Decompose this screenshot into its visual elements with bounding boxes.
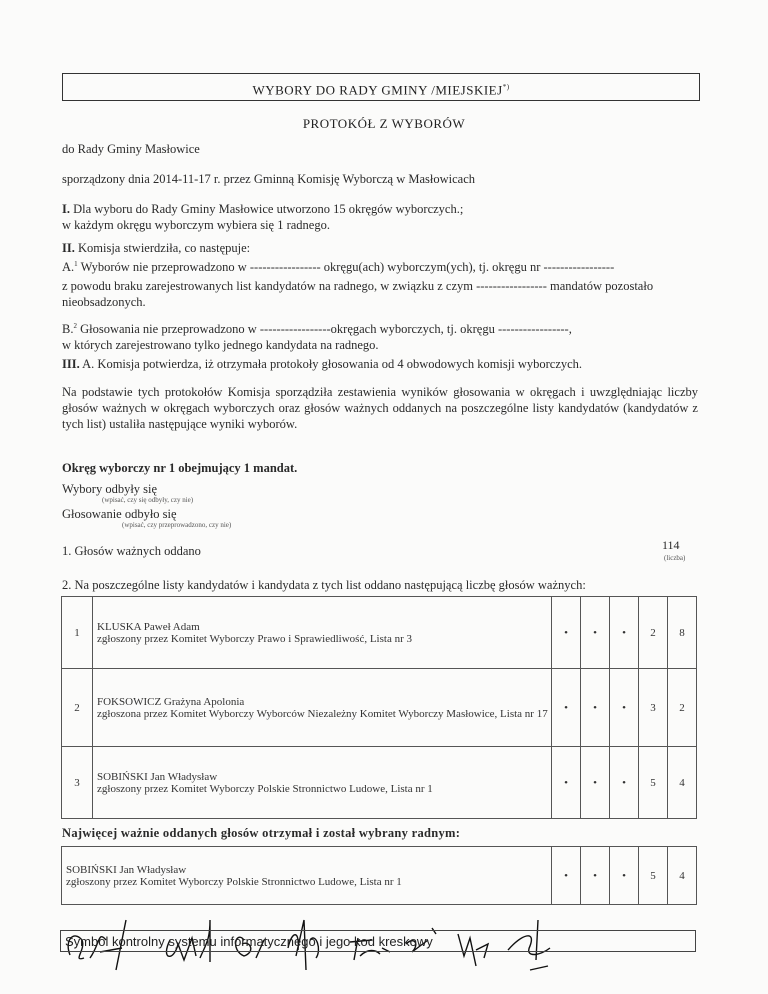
section-2b-sup: 2 <box>73 322 77 330</box>
digit-cell: 3 <box>639 669 668 747</box>
table-row <box>62 597 697 669</box>
protocol-subtitle: PROTOKÓŁ Z WYBORÓW <box>302 116 466 131</box>
section-2a-continued: z powodu braku zarejestrowanych list kandydatów na radnego, w związku z czym ----------------- mandatów pozostało nieobsadzonych. <box>62 279 654 309</box>
digit-cell: 4 <box>668 847 697 905</box>
candidate-name: KLUSKA Paweł Adam <box>97 620 200 633</box>
digit-cell: • <box>610 747 639 819</box>
digit-cell: • <box>552 597 581 669</box>
candidate-name: FOKSOWICZ Grażyna Apolonia <box>97 695 245 708</box>
control-code-box <box>60 930 696 952</box>
section-2-heading: Komisja stwierdziła, co następuje: <box>77 241 251 255</box>
valid-votes-label: 1. Głosów ważnych oddano <box>62 544 201 558</box>
valid-votes-hint: (liczba) <box>664 554 686 562</box>
winner-heading: Najwięcej ważnie oddanych głosów otrzymał i został wybrany radnym: <box>62 826 461 840</box>
addressee: do Rady Gminy Masłowice <box>62 142 200 156</box>
digit-cell: • <box>581 847 610 905</box>
digit-cell: 4 <box>668 747 697 819</box>
candidate-desc: zgłoszony przez Komitet Wyborczy Polskie Stronnictwo Ludowe, Lista nr 1 <box>97 782 433 795</box>
prepared-line: sporządzony dnia 2014-11-17 r. przez Gminną Komisję Wyborczą w Masłowicach <box>62 172 476 186</box>
valid-votes-value: 114 <box>662 538 680 552</box>
section-2b <box>62 318 702 353</box>
digit-cell: • <box>610 847 639 905</box>
section-3-text: A. Komisja potwierdza, iż otrzymała protokoły głosowania od 4 obwodowych komisji wyborczych. <box>82 357 583 371</box>
candidate-name: SOBIŃSKI Jan Władysław <box>97 770 218 783</box>
lists-label: 2. Na poszczególne listy kandydatów i kandydata z tych list oddano następującą liczbę głosów ważnych: <box>62 578 586 592</box>
title-footnote: *) <box>502 83 510 91</box>
section-3 <box>62 356 702 372</box>
candidate-info <box>93 747 552 819</box>
digit-cell: 5 <box>639 847 668 905</box>
digit-cell: 5 <box>639 747 668 819</box>
voting-hint: (wpisać, czy przeprowadzono, czy nie) <box>122 521 232 529</box>
section-2b-text2: w których zarejestrowano tylko jednego kandydata na radnego. <box>62 338 379 353</box>
candidate-number: 1 <box>62 597 93 669</box>
section-2a-text: Wyborów nie przeprowadzono w ----------------- okręgu(ach) wyborczym(ych), tj. okręgu nr ----------------- <box>80 260 615 275</box>
district-title: Okręg wyborczy nr 1 obejmujący 1 mandat. <box>62 461 298 475</box>
table-row <box>62 747 697 819</box>
digit-cell: • <box>581 747 610 819</box>
table-row <box>62 847 697 905</box>
digit-cell: • <box>581 669 610 747</box>
digit-cell: 8 <box>668 597 697 669</box>
digit-cell: • <box>552 747 581 819</box>
section-2b-label: B. <box>62 322 74 337</box>
section-2-label: II. <box>62 241 75 255</box>
winner-desc: zgłoszony przez Komitet Wyborczy Polskie Stronnictwo Ludowe, Lista nr 1 <box>66 875 402 888</box>
section-2b-text: Głosowania nie przeprowadzono w -----------------okręgach wyborczych, tj. okręgu -----------------, <box>80 322 572 337</box>
candidate-number: 2 <box>62 669 93 747</box>
digit-cell: • <box>552 669 581 747</box>
digit-cell: 2 <box>668 669 697 747</box>
section-3-label: III. <box>62 357 80 371</box>
candidate-info <box>93 597 552 669</box>
candidate-desc: zgłoszony przez Komitet Wyborczy Prawo i Sprawiedliwość, Lista nr 3 <box>97 632 412 645</box>
control-code-label: Symbol kontrolny systemu informatycznego i jego kod kreskowy <box>65 934 433 949</box>
document-title-box <box>62 73 700 101</box>
digit-cell: • <box>552 847 581 905</box>
winner-table <box>61 846 697 905</box>
section-1-line2: w każdym okręgu wyborczym wybiera się 1 radnego. <box>62 218 330 232</box>
section-1-label: I. <box>62 202 70 216</box>
candidate-number: 3 <box>62 747 93 819</box>
section-2a-label: A. <box>62 260 75 275</box>
digit-cell: • <box>610 597 639 669</box>
elections-label: Wybory odbyły się <box>62 482 158 496</box>
table-row <box>62 669 697 747</box>
candidates-table <box>61 596 697 819</box>
digit-cell: • <box>581 597 610 669</box>
winner-info <box>62 847 552 905</box>
candidate-info <box>93 669 552 747</box>
section-2a-sup: 1 <box>74 260 78 268</box>
elections-hint: (wpisać, czy się odbyły, czy nie) <box>102 496 194 504</box>
section-1 <box>62 201 463 233</box>
digit-cell: 2 <box>639 597 668 669</box>
document-title: WYBORY DO RADY GMINY /MIEJSKIEJ <box>252 82 503 98</box>
section-2 <box>62 240 702 275</box>
candidate-desc: zgłoszona przez Komitet Wyborczy Wyborców Niezależny Komitet Wyborczy Masłowice, Lista nr 17 <box>97 707 548 720</box>
voting-label: Głosowanie odbyło się <box>62 507 177 521</box>
digit-cell: • <box>610 669 639 747</box>
section-3-paragraph: Na podstawie tych protokołów Komisja sporządziła zestawienia wyników głosowania w okręgach i uwzględniając liczby głosów ważnych w okręgach wyborczych oraz głosów ważnych oddanych na poszczególne listy kandydatów (kandydatów z tych list) ustaliła następujące wyniki wyborów. <box>62 385 698 431</box>
section-1-line1: Dla wyboru do Rady Gminy Masłowice utworzono 15 okręgów wyborczych.; <box>73 202 464 216</box>
winner-name: SOBIŃSKI Jan Władysław <box>66 863 187 876</box>
